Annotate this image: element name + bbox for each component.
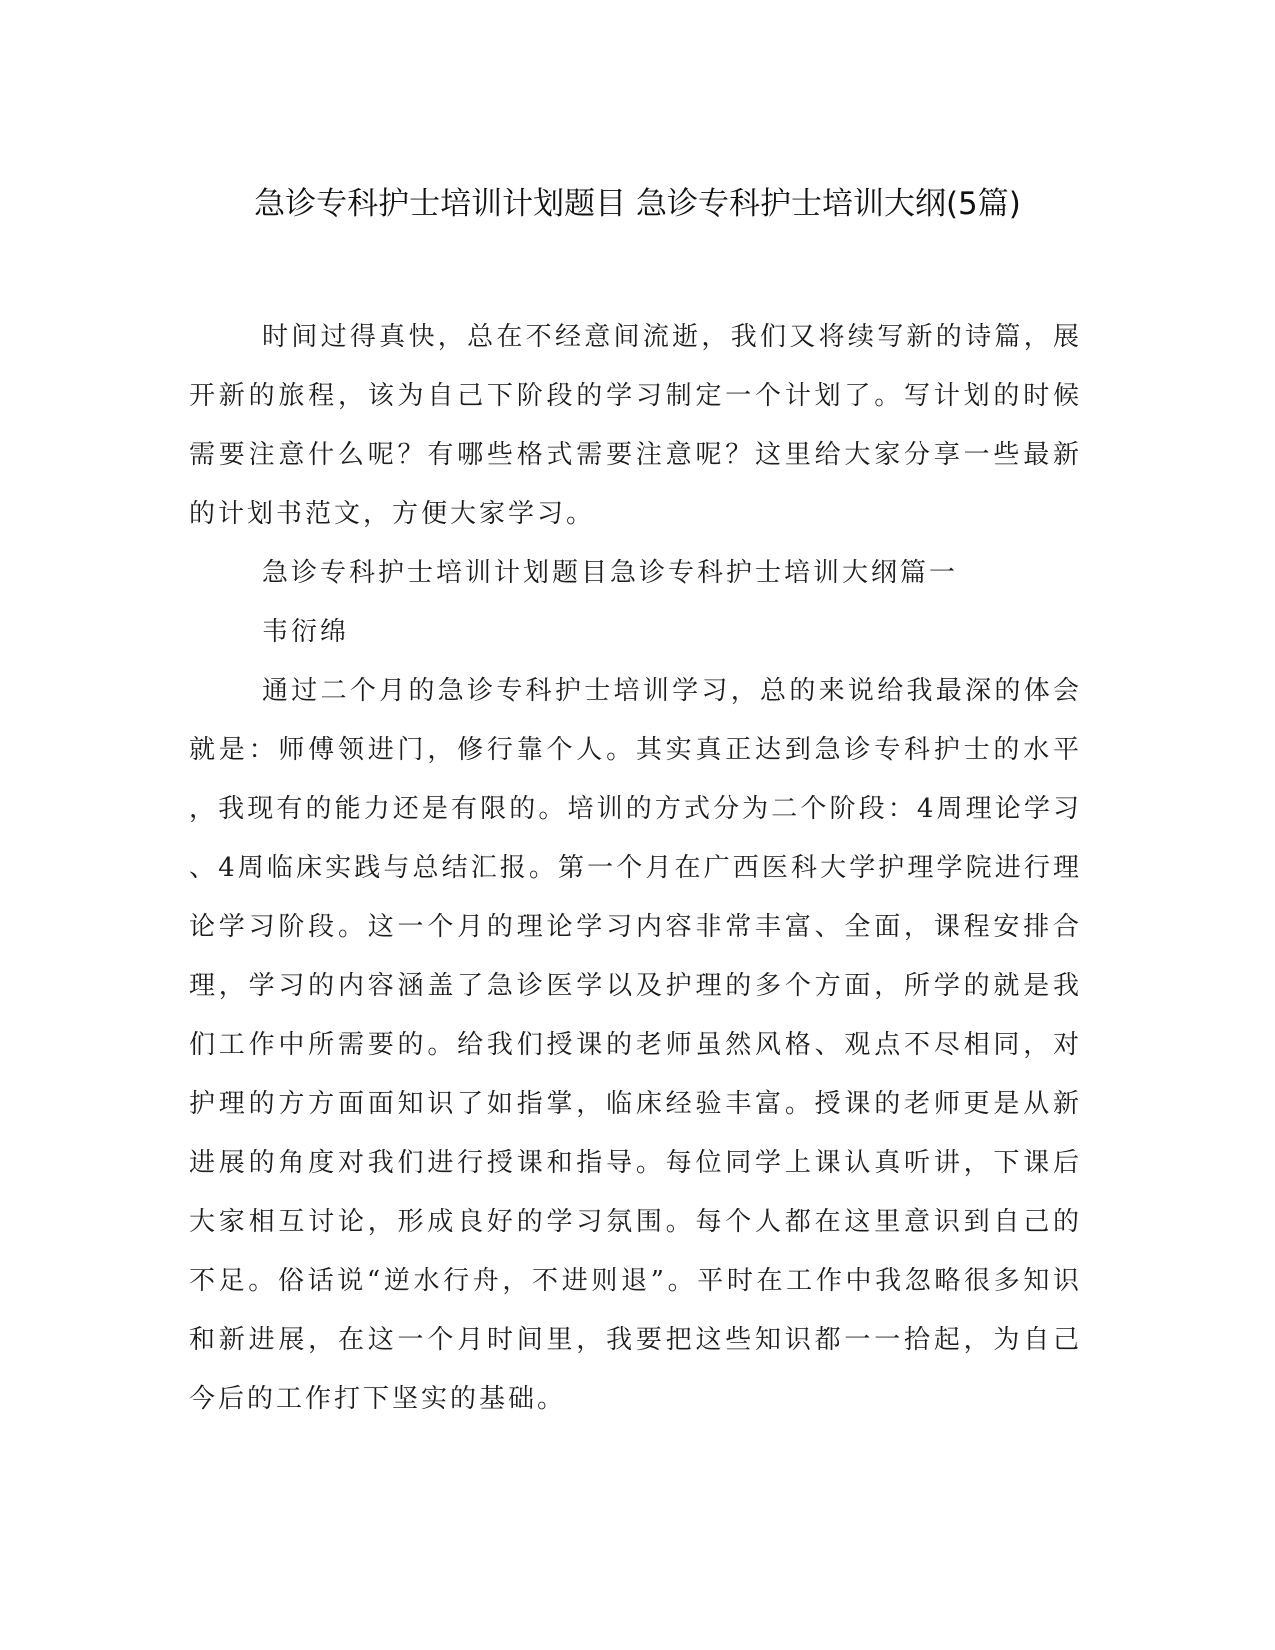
- author-name: 韦衍绵: [262, 617, 350, 647]
- intro-line-3: 需要注意什么呢？有哪些格式需要注意呢？这里给大家分享一些最新: [189, 440, 1079, 470]
- document-title: 急诊专科护士培训计划题目 急诊专科护士培训大纲(5篇): [254, 186, 1021, 222]
- intro-line-1: 时间过得真快，总在不经意间流逝，我们又将续写新的诗篇，展: [262, 322, 1079, 352]
- body-line-2: 就是：师傅领进门，修行靠个人。其实真正达到急诊专科护士的水平: [189, 735, 1079, 765]
- body-line-1: 通过二个月的急诊专科护士培训学习，总的来说给我最深的体会: [262, 676, 1079, 706]
- section-heading: 急诊专科护士培训计划题目急诊专科护士培训大纲篇一: [262, 558, 959, 588]
- body-line-13: 今后的工作打下坚实的基础。: [189, 1384, 567, 1414]
- body-line-9: 进展的角度对我们进行授课和指导。每位同学上课认真听讲，下课后: [189, 1148, 1079, 1178]
- body-line-7: 们工作中所需要的。给我们授课的老师虽然风格、观点不尽相同，对: [189, 1030, 1079, 1060]
- body-line-11: 不足。俗话说“逆水行舟，不进则退”。平时在工作中我忽略很多知识: [189, 1266, 1079, 1296]
- body-line-4: 、4周临床实践与总结汇报。第一个月在广西医科大学护理学院进行理: [189, 853, 1079, 883]
- intro-line-4: 的计划书范文，方便大家学习。: [189, 499, 596, 529]
- body-line-12: 和新进展，在这一个月时间里，我要把这些知识都一一拾起，为自己: [189, 1325, 1079, 1355]
- body-line-10: 大家相互讨论，形成良好的学习氛围。每个人都在这里意识到自己的: [189, 1207, 1079, 1237]
- body-line-5: 论学习阶段。这一个月的理论学习内容非常丰富、全面，课程安排合: [189, 912, 1079, 942]
- body-line-8: 护理的方方面面知识了如指掌，临床经验丰富。授课的老师更是从新: [189, 1089, 1079, 1119]
- body-line-6: 理，学习的内容涵盖了急诊医学以及护理的多个方面，所学的就是我: [189, 971, 1079, 1001]
- intro-line-2: 开新的旅程，该为自己下阶段的学习制定一个计划了。写计划的时候: [189, 381, 1079, 411]
- body-line-3: ，我现有的能力还是有限的。培训的方式分为二个阶段：4周理论学习: [189, 794, 1079, 824]
